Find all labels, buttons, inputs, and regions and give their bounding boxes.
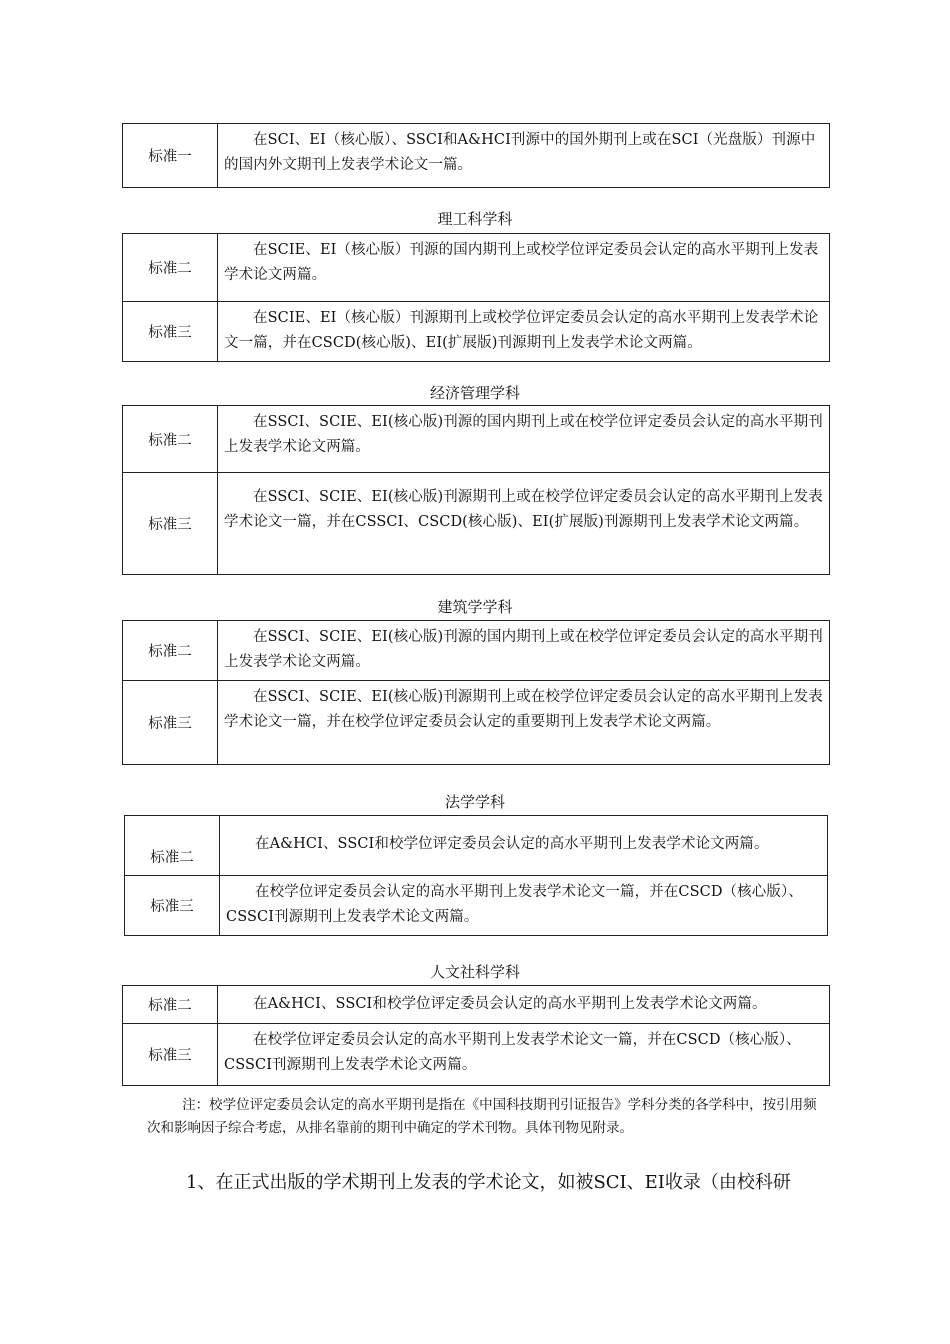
footnote: 注：校学位评定委员会认定的高水平期刊是指在《中国科技期刊引证报告》学科分类的各学科中，按引用频次和影响因子综合考虑，从排名靠前的期刊中确定的学术刊物。具体刊物见附录。	[147, 1097, 817, 1136]
row-text: 在SSCI、SCIE、EI(核心版)刊源期刊上或在校学位评定委员会认定的高水平期刊上发表学术论文一篇，并在校学位评定委员会认定的重要期刊上发表学术论文两篇。	[218, 681, 830, 765]
row-text: 在SSCI、SCIE、EI(核心版)刊源的国内期刊上或在校学位评定委员会认定的高水平期刊上发表学术论文两篇。	[218, 621, 830, 681]
section-title-economics: 经济管理学科	[429, 384, 520, 402]
row-label: 标准三	[123, 681, 218, 765]
row-label: 标准二	[123, 234, 218, 302]
table-row	[123, 124, 830, 188]
body-paragraph: 1、在正式出版的学术期刊上发表的学术论文，如被SCI、EI收录（由校科研	[186, 1172, 791, 1193]
table-row	[123, 406, 830, 473]
row-label: 标准二	[123, 986, 218, 1024]
table-row	[123, 1024, 830, 1086]
standard-table-architecture	[122, 620, 830, 765]
table-row	[123, 234, 830, 302]
section-title-law: 法学学科	[444, 793, 505, 811]
table-row	[123, 302, 830, 362]
row-text: 在校学位评定委员会认定的高水平期刊上发表学术论文一篇，并在CSCD（核心版）、CSSCI刊源期刊上发表学术论文两篇。	[218, 1024, 830, 1086]
section-title-humanities: 人文社科学科	[429, 963, 520, 981]
row-text: 在A&HCI、SSCI和校学位评定委员会认定的高水平期刊上发表学术论文两篇。	[220, 816, 828, 876]
table-row	[123, 621, 830, 681]
row-label: 标准三	[123, 473, 218, 575]
row-text: 在SCIE、EI（核心版）刊源期刊上或校学位评定委员会认定的高水平期刊上发表学术论文一篇，并在CSCD(核心版)、EI(扩展版)刊源期刊上发表学术论文两篇。	[218, 302, 830, 362]
row-label: 标准二	[125, 816, 220, 876]
standard-table-law	[124, 815, 828, 936]
row-label: 标准三	[123, 302, 218, 362]
row-text: 在SCIE、EI（核心版）刊源的国内期刊上或校学位评定委员会认定的高水平期刊上发表学术论文两篇。	[218, 234, 830, 302]
table-row	[123, 681, 830, 765]
row-label: 标准二	[123, 621, 218, 681]
standard-table-engineering	[122, 233, 830, 362]
row-label: 标准二	[123, 406, 218, 473]
row-label: 标准三	[123, 1024, 218, 1086]
row-label: 标准一	[123, 124, 218, 188]
table-row	[125, 816, 828, 876]
section-title-engineering: 理工科学科	[437, 210, 513, 228]
row-text: 在SSCI、SCIE、EI(核心版)刊源期刊上或在校学位评定委员会认定的高水平期刊上发表学术论文一篇，并在CSSCI、CSCD(核心版)、EI(扩展版)刊源期刊上发表学术论文两篇。	[218, 473, 830, 575]
standard-table-economics	[122, 405, 830, 575]
row-text: 在SSCI、SCIE、EI(核心版)刊源的国内期刊上或在校学位评定委员会认定的高水平期刊上发表学术论文两篇。	[218, 406, 830, 473]
table-row	[125, 876, 828, 936]
standard-table-general	[122, 123, 830, 188]
standard-table-humanities	[122, 985, 830, 1086]
table-row	[123, 986, 830, 1024]
row-text: 在校学位评定委员会认定的高水平期刊上发表学术论文一篇，并在CSCD（核心版）、CSSCI刊源期刊上发表学术论文两篇。	[220, 876, 828, 936]
row-text: 在A&HCI、SSCI和校学位评定委员会认定的高水平期刊上发表学术论文两篇。	[218, 986, 830, 1024]
section-title-architecture: 建筑学学科	[437, 598, 513, 616]
row-label: 标准三	[125, 876, 220, 936]
table-row	[123, 473, 830, 575]
row-text: 在SCI、EI（核心版）、SSCI和A&HCI刊源中的国外期刊上或在SCI（光盘版）刊源中的国内外文期刊上发表学术论文一篇。	[218, 124, 830, 188]
